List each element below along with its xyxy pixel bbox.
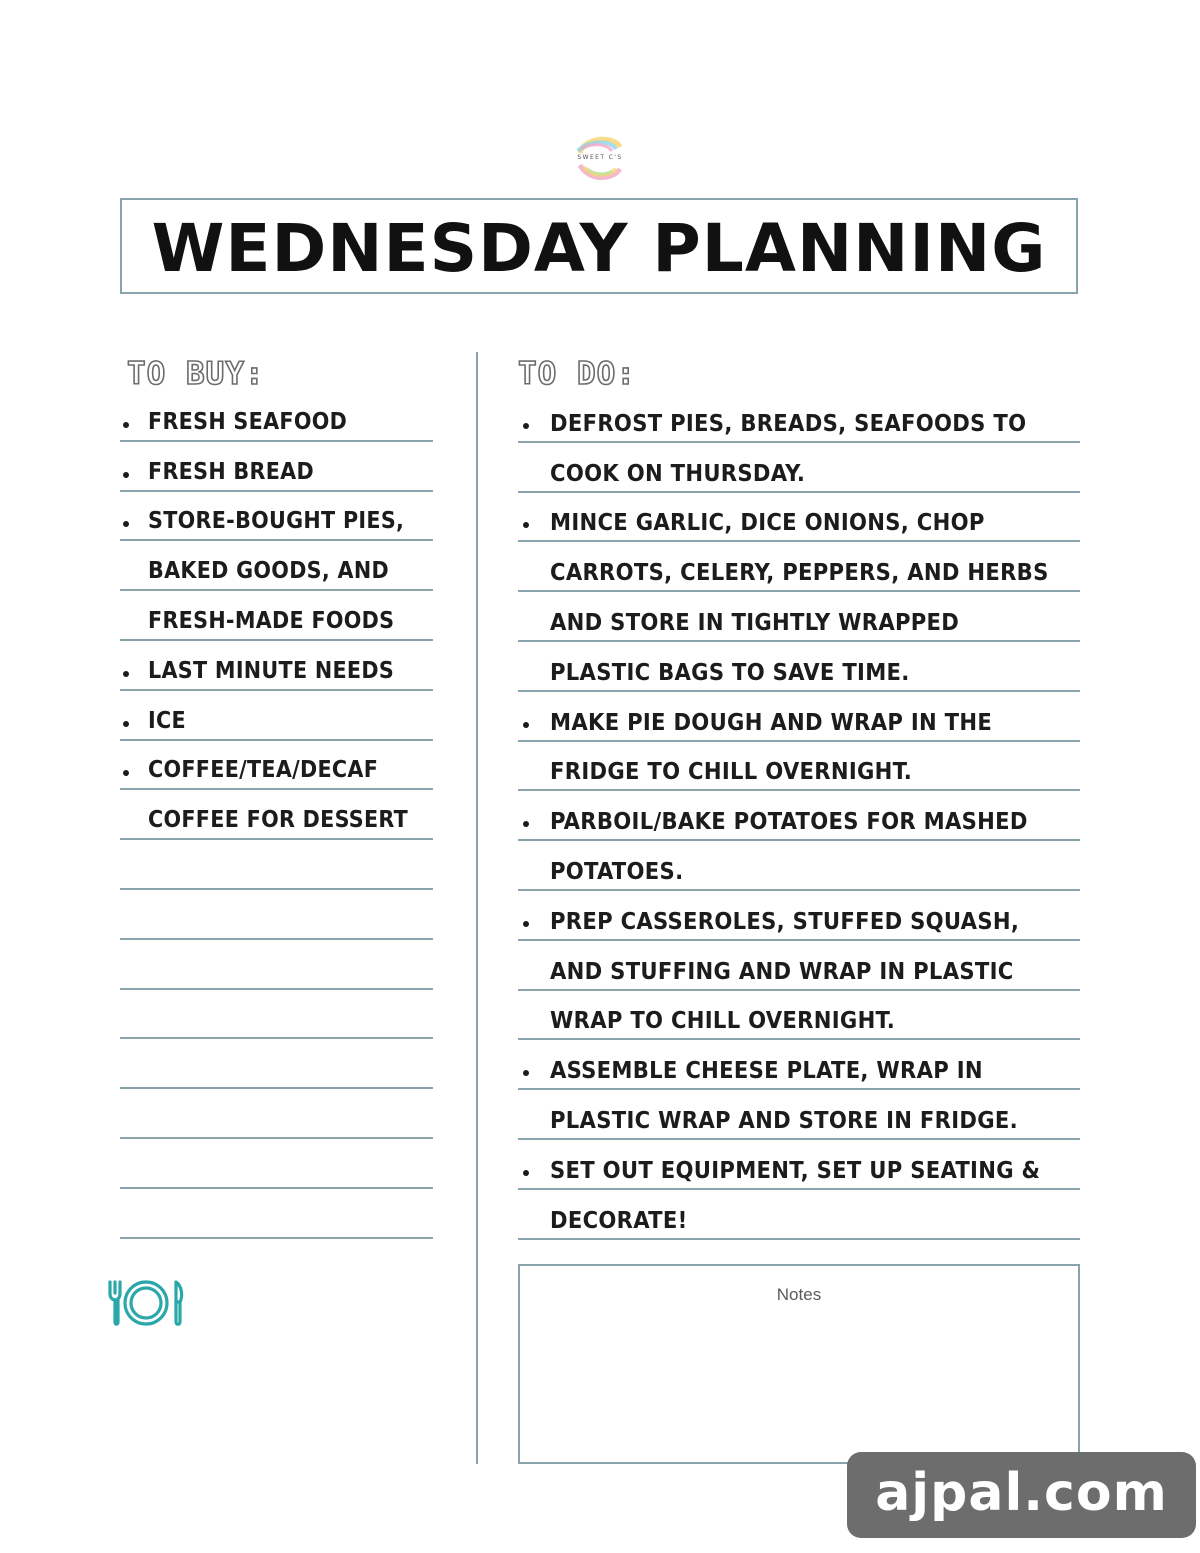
to-buy-line-text: COFFEE FOR DESSERT [148,807,409,834]
to-do-line-text: DECORATE! [550,1205,688,1234]
bullet-icon [523,722,529,728]
to-do-line [518,592,1080,642]
brand-logo-text: SWEET C'S [577,154,623,161]
to-buy-line [120,442,433,492]
to-buy-line [120,1189,433,1239]
to-buy-line-text: FRESH BREAD [148,458,314,485]
to-do-line-text: POTATOES. [550,856,684,885]
to-do-line-text: COOK ON THURSDAY. [550,458,806,487]
to-buy-line [120,591,433,641]
notes-label: Notes [776,1285,822,1304]
bullet-icon [123,721,129,727]
fork-plate-knife-icon [106,1278,186,1328]
bullet-icon [523,821,529,827]
to-buy-line [120,1039,433,1089]
to-do-line-text: MINCE GARLIC, DICE ONIONS, CHOP [550,508,985,537]
to-do-line-text: AND STORE IN TIGHTLY WRAPPED [550,607,960,636]
to-do-line-text: ASSEMBLE CHEESE PLATE, WRAP IN [550,1056,983,1085]
bullet-icon [523,1070,529,1076]
bullet-icon [523,522,529,528]
to-buy-line [120,492,433,542]
to-do-list [518,393,1080,1240]
to-buy-line [120,541,433,591]
to-buy-heading: TO BUY: [127,356,265,392]
to-do-line [518,941,1080,991]
to-do-line [518,742,1080,792]
to-buy-line-text: ICE [148,707,186,734]
to-do-line [518,1140,1080,1190]
to-do-line [518,1090,1080,1140]
to-buy-line [120,691,433,741]
to-do-line [518,991,1080,1041]
to-buy-line-text: STORE-BOUGHT PIES, [148,508,405,535]
to-do-line-text: PLASTIC WRAP AND STORE IN FRIDGE. [550,1105,1018,1134]
to-do-line-text: PLASTIC BAGS TO SAVE TIME. [550,657,910,686]
to-do-line-text: DEFROST PIES, BREADS, SEAFOODS TO [550,408,1027,437]
to-buy-line-text: FRESH SEAFOOD [148,408,348,435]
to-do-line [518,642,1080,692]
to-do-line-text: PREP CASSEROLES, STUFFED SQUASH, [550,906,1020,935]
to-do-line [518,1040,1080,1090]
to-do-line [518,542,1080,592]
to-buy-line [120,840,433,890]
to-do-line [518,692,1080,742]
to-buy-line [120,990,433,1040]
watermark-text: ajpal.com [875,1463,1168,1523]
to-do-line-text: CARROTS, CELERY, PEPPERS, AND HERBS [550,558,1049,587]
column-divider [476,352,478,1464]
bullet-icon [523,1170,529,1176]
notes-box[interactable] [518,1264,1080,1464]
page-title: WEDNESDAY PLANNING [151,210,1047,287]
to-do-line [518,791,1080,841]
to-buy-line [120,790,433,840]
to-do-line-text: SET OUT EQUIPMENT, SET UP SEATING & [550,1155,1041,1184]
to-do-heading: TO DO: [518,356,636,392]
to-buy-line [120,1139,433,1189]
bullet-icon [123,422,129,428]
to-buy-line-text: COFFEE/TEA/DECAF [148,757,379,784]
to-buy-line [120,392,433,442]
title-box [120,198,1078,294]
bullet-icon [523,921,529,927]
bullet-icon [123,671,129,677]
to-do-line [518,393,1080,443]
to-do-line-text: AND STUFFING AND WRAP IN PLASTIC [550,956,1014,985]
brand-logo [566,133,634,185]
to-buy-line-text: LAST MINUTE NEEDS [148,657,395,684]
to-do-line [518,841,1080,891]
to-do-line-text: FRIDGE TO CHILL OVERNIGHT. [550,757,913,786]
to-buy-line-text: FRESH-MADE FOODS [148,607,395,634]
to-buy-line [120,741,433,791]
bullet-icon [123,770,129,776]
to-buy-line [120,940,433,990]
to-do-line [518,891,1080,941]
to-buy-line-text: BAKED GOODS, AND [148,558,389,585]
bullet-icon [123,521,129,527]
to-do-line [518,493,1080,543]
to-do-line-text: PARBOIL/BAKE POTATOES FOR MASHED [550,807,1028,836]
to-buy-line [120,641,433,691]
bullet-icon [523,423,529,429]
to-do-line [518,1190,1080,1240]
watermark-badge [847,1452,1196,1538]
to-do-line [518,443,1080,493]
to-buy-list [120,392,433,1239]
to-do-line-text: WRAP TO CHILL OVERNIGHT. [550,1006,896,1035]
to-do-line-text: MAKE PIE DOUGH AND WRAP IN THE [550,707,993,736]
to-buy-line [120,1089,433,1139]
bullet-icon [123,472,129,478]
to-buy-line [120,890,433,940]
